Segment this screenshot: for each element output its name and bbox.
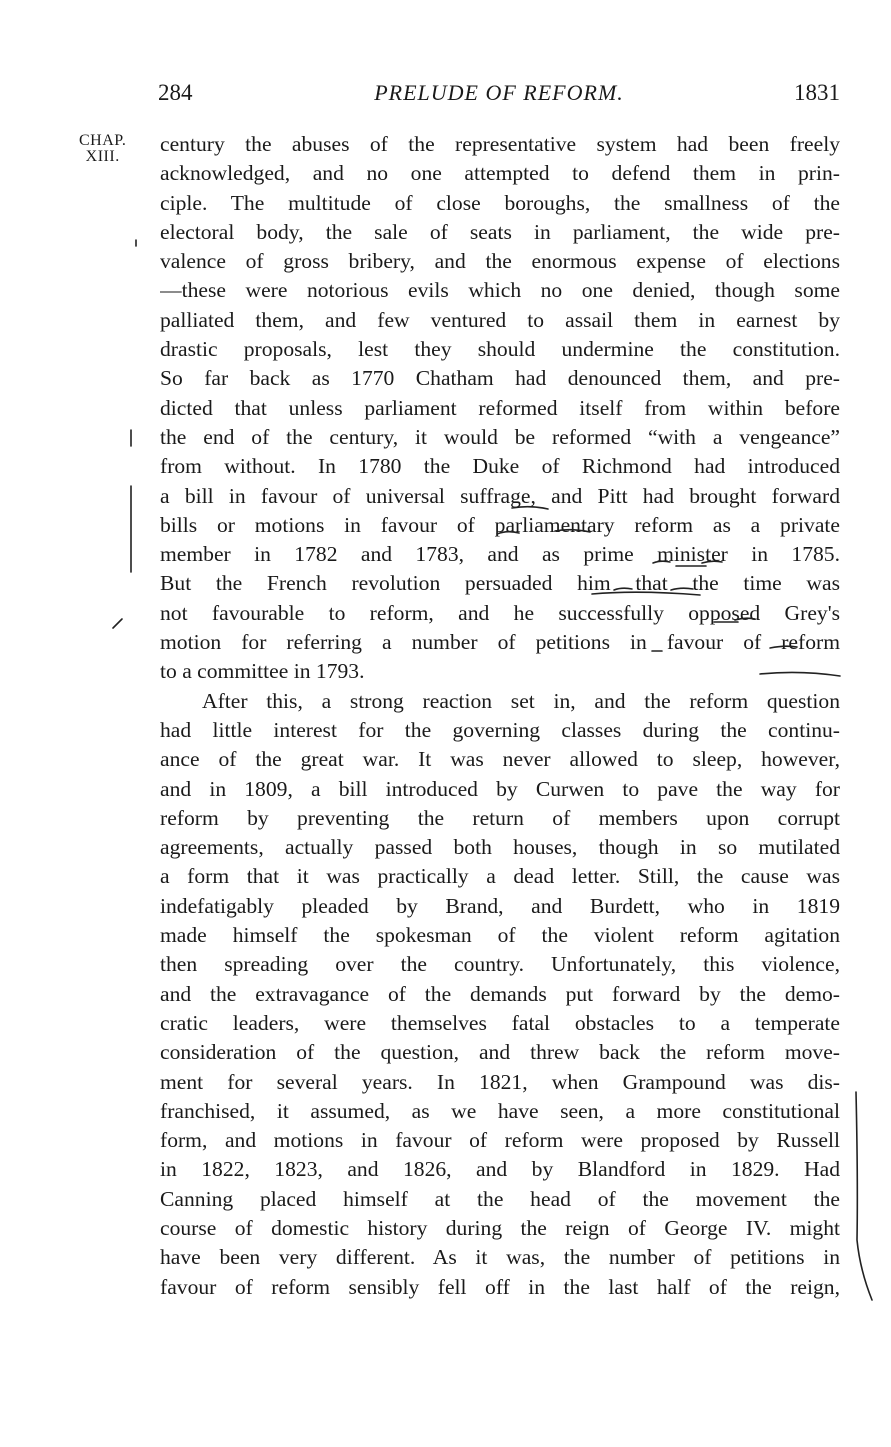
text-line: acknowledged, and no one attempted to defend them in prin- [160, 161, 840, 186]
text-line: Canning placed himself at the head of the movement the [160, 1186, 840, 1211]
text-line: After this, a strong reaction set in, and the reform question [202, 688, 840, 713]
text-line: and in 1809, a bill introduced by Curwen to pave the way for [160, 776, 840, 801]
text-line: bills or motions in favour of parliamentary reform as a private [160, 512, 840, 537]
text-line: franchised, it assumed, as we have seen, a more constitutional [160, 1098, 840, 1123]
text-line: had little interest for the governing classes during the continu- [160, 717, 840, 742]
text-line: —these were notorious evils which no one denied, though some [160, 278, 840, 303]
text-line: not favourable to reform, and he successfully opposed Grey's [160, 600, 840, 625]
margin-line-mark [856, 1092, 872, 1300]
text-line: and the extravagance of the demands put forward by the demo- [160, 981, 840, 1006]
page-number: 284 [158, 80, 193, 105]
text-line: form, and motions in favour of reform were proposed by Russell [160, 1128, 840, 1153]
text-line: ciple. The multitude of close boroughs, the smallness of the [160, 190, 840, 215]
running-head [158, 80, 840, 116]
text-line: cratic leaders, were themselves fatal obstacles to a temperate [160, 1010, 840, 1035]
chapter-marginal-label [79, 133, 126, 165]
text-line: motion for referring a number of petitions in favour of reform [160, 630, 840, 655]
paragraph [160, 687, 840, 1302]
text-line: century the abuses of the representative system had been freely [160, 132, 840, 156]
text-line: drastic proposals, lest they should undermine the constitution. [160, 337, 840, 362]
chapter-number: XIII. [85, 148, 120, 165]
text-line: palliated them, and few ventured to assail them in earnest by [160, 307, 840, 332]
text-line: consideration of the question, and threw back the reform move- [160, 1040, 840, 1065]
text-line: have been very different. As it was, the number of petitions in [160, 1245, 840, 1270]
text-line: ment for several years. In 1821, when Grampound was dis- [160, 1069, 840, 1094]
text-line: So far back as 1770 Chatham had denounced them, and pre- [160, 366, 840, 391]
text-line: dicted that unless parliament reformed itself from within before [160, 395, 840, 420]
text-line: course of domestic history during the reign of George IV. might [160, 1215, 840, 1240]
body-text [160, 130, 840, 1302]
text-line: a bill in favour of universal suffrage, and Pitt had brought forward [160, 483, 840, 508]
text-line: in 1822, 1823, and 1826, and by Blandford in 1829. Had [160, 1157, 840, 1182]
text-line: valence of gross bribery, and the enormous expense of elections [160, 249, 840, 274]
paragraph [160, 130, 840, 687]
text-line: made himself the spokesman of the violent reform agitation [160, 923, 840, 948]
running-title: PRELUDE OF REFORM. [374, 80, 624, 105]
text-line: reform by preventing the return of members upon corrupt [160, 805, 840, 830]
margin-check-mark [113, 619, 122, 628]
text-line: the end of the century, it would be reformed “with a vengeance” [160, 424, 840, 449]
running-year: 1831 [794, 80, 840, 105]
text-line: electoral body, the sale of seats in parliament, the wide pre- [160, 219, 840, 244]
text-line: from without. In 1780 the Duke of Richmond had introduced [160, 454, 840, 479]
text-line: indefatigably pleaded by Brand, and Burdett, who in 1819 [160, 893, 840, 918]
text-line: member in 1782 and 1783, and as prime minister in 1785. [160, 542, 840, 567]
text-line: then spreading over the country. Unfortunately, this violence, [160, 952, 840, 977]
chapter-label: CHAP. [79, 132, 127, 149]
text-line: to a committee in 1793. [160, 659, 365, 684]
text-line: But the French revolution persuaded him that the time was [160, 571, 840, 596]
text-line: favour of reform sensibly fell off in the last half of the reign, [160, 1274, 840, 1299]
text-line: agreements, actually passed both houses, though in so mutilated [160, 835, 840, 860]
text-line: ance of the great war. It was never allowed to sleep, however, [160, 747, 840, 772]
text-line: a form that it was practically a dead letter. Still, the cause was [160, 864, 840, 889]
